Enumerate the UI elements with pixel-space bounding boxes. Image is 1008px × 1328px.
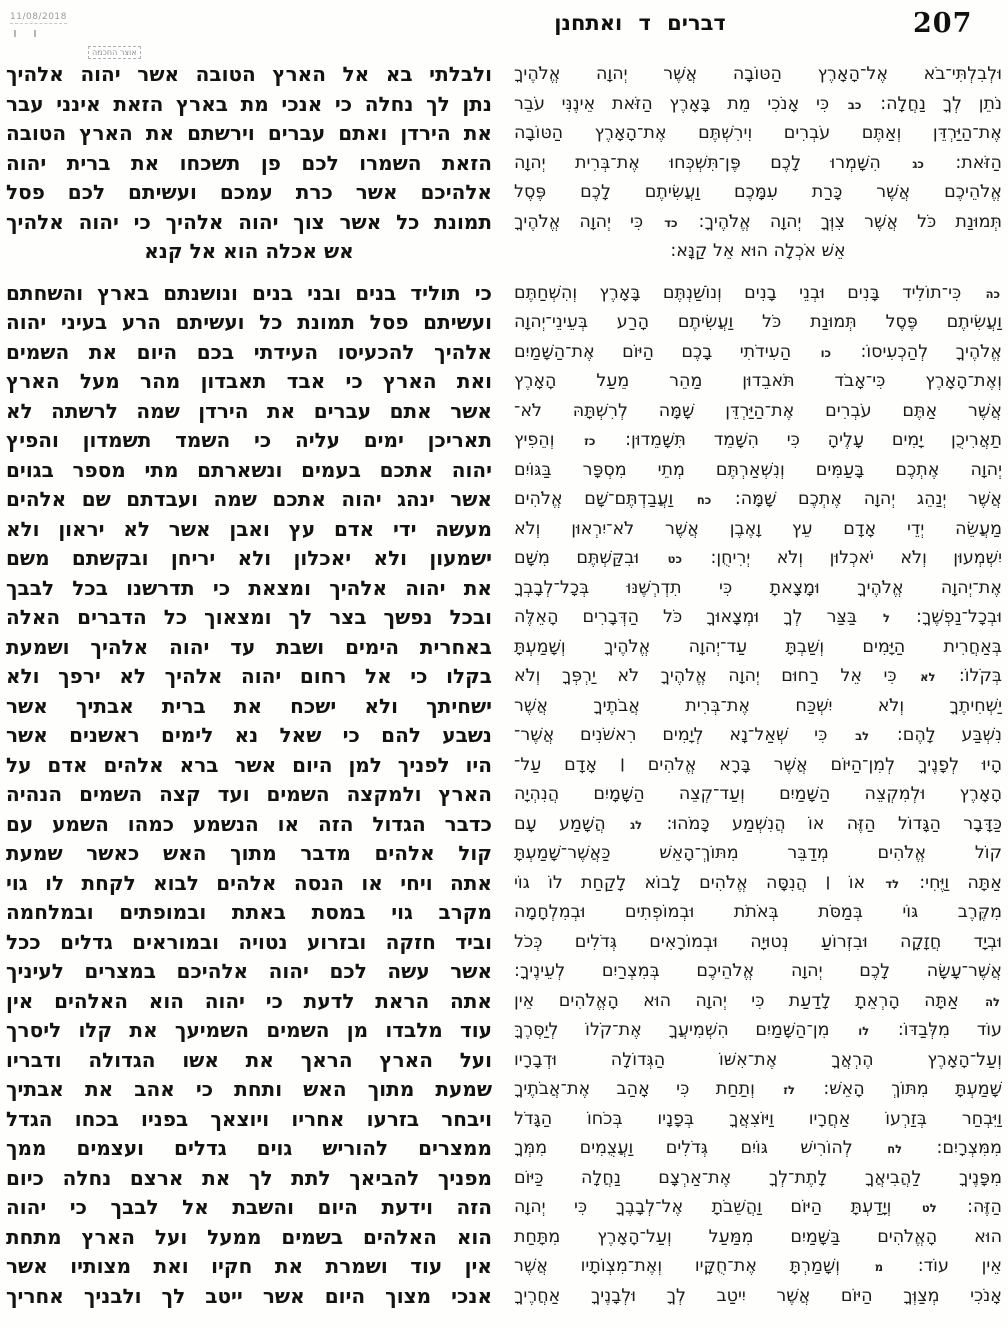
text-line: הַזֶּה: לט וְיָדַעְתָּ הַיּוֹם וַהֲשֵׁבֹתָ אֶל־לְבָבֶךָ כִּי יְהוָה xyxy=(514,1197,1002,1217)
text-line: שָׁמַעְתָּ מִתּוֹךְ הָאֵשׁ: לז וְתַחַת כִּי אָהַב אֶת־אֲבֹתֶיךָ xyxy=(514,1079,1002,1099)
text-line: באחרית הימים ושבת עד יהוה אלהיך ושמעת xyxy=(6,634,492,659)
text-line: יִשְׁמְעוּן וְלֹא יֹאכְלוּן וְלֹא יְרִיחֻן: כט וּבִקַּשְׁתֶּם מִשָּׁם xyxy=(514,548,1002,568)
stamp-mark xyxy=(34,30,36,37)
text-line: נֹתֵן לְךָ נַחֲלָה: כב כִּי אָנֹכִי מֵת בָּאָרֶץ הַזֹּאת אֵינֶנִּי עֹבֵר xyxy=(514,93,1002,114)
verse-number: לה xyxy=(985,994,1000,1009)
text-line: אשר ינהג יהוה אתכם שמה ועבדתם שם אלהים xyxy=(6,487,492,511)
text-line: אֵין עוֹד: מ וְשָׁמַרְתָּ אֶת־חֻקָּיו וְאֶת־מִצְוֹתָיו אֲשֶׁר xyxy=(514,1256,1002,1276)
text-line: מעשה ידי אדם עץ ואבן אשר לא יראון ולא xyxy=(6,516,492,541)
text-line: וּבְכָל־נַפְשֶׁךָ: ל בַּצַּר לְךָ וּמְצָאוּךָ כֹּל הַדְּבָרִים הָאֵלֶּה xyxy=(514,607,1002,627)
verse-number: לט xyxy=(921,1201,937,1215)
verse-number: לח xyxy=(887,1142,903,1156)
text-line: אֲשֶׁר אַתֶּם עֹבְרִים אֶת־הַיַּרְדֵּן שָׁמָּה לְרִשְׁתָּהּ לֹא־ xyxy=(514,400,1002,421)
verse-number: כה xyxy=(985,286,1000,301)
text-line: מפניך להביאך לתת לך את ארצם נחלה כיום xyxy=(6,1165,492,1190)
verse-number: כט xyxy=(667,552,682,566)
watermark-library-label: אוצר החכמה xyxy=(88,46,141,59)
text-line: נתן לך נחלה כי אנכי מת בארץ הזאת אינני עבר xyxy=(6,91,492,116)
text-line: כַּדָּבָר הַגָּדוֹל הַזֶּה אוֹ הֲנִשְׁמַע כָּמֹהוּ: לג הֲשָׁמַע עָם xyxy=(514,813,1002,834)
text-line: יַשְׁחִיתֶךָ וְלֹא יִשְׁכַּח אֶת־בְּרִית אֲבֹתֶיךָ אֲשֶׁר xyxy=(514,695,1002,716)
text-line: הוא האלהים בשמים ממעל ועל הארץ מתחת xyxy=(6,1224,492,1249)
page-title: דברים ד ואתחנן xyxy=(554,11,726,35)
text-line: הָאָרֶץ וּלְמִקְצֵה הַשָּׁמַיִם וְעַד־קְצֵה הַשָּׁמָיִם הֲנִהְיָה xyxy=(514,784,1002,804)
text-line: ישחיתך ולא ישכח את ברית אבתיך אשר xyxy=(6,693,492,718)
verse-number: ל xyxy=(882,611,890,625)
text-line: אֱלֹהֶיךָ לְהַכְעִיסוֹ: כו הַעִידֹתִי בָכֶם הַיּוֹם אֶת־הַשָּׁמַיִם xyxy=(514,341,1002,362)
text-line: אֵשׁ אֹכְלָה הוּא אֵל קַנָּא: xyxy=(670,241,846,261)
text-line: אֲשֶׁר־עָשָׂה לָכֶם יְהוָה אֱלֹהֵיכֶם בְּמִצְרַיִם לְעֵינֶיךָ: xyxy=(514,961,1002,981)
watermark-date-stamp: 11/08/2018 xyxy=(10,12,67,22)
verse-number: לג xyxy=(630,817,643,832)
text-line: עוֹד מִלְּבַדּוֹ: לו מִן־הַשָּׁמַיִם הִשְׁמִיעֲךָ אֶת־קֹלוֹ לְיַסְּרֶךָּ xyxy=(514,1020,1002,1040)
text-line: וַעֲשִׂיתֶם פֶּסֶל תְּמוּנַת כֹּל וַעֲשִׂיתֶם הָרַע בְּעֵינֵי־יְהוָה xyxy=(514,312,1002,332)
scroll-text-column xyxy=(6,60,492,1311)
verse-number: כג xyxy=(912,156,924,171)
text-line: כי תוליד בנים ובני בנים ונושנתם בארץ והשחתם xyxy=(6,280,492,305)
text-line: הָיוּ לְפָנֶיךָ לְמִן־הַיּוֹם אֲשֶׁר בָּרָא אֱלֹהִים ׀ אָדָם עַל־ xyxy=(514,754,1002,775)
stamp-mark xyxy=(14,30,16,37)
verse-number: כב xyxy=(847,97,862,112)
text-line: הזאת השמרו לכם פן תשכחו את ברית יהוה xyxy=(6,150,492,175)
text-line: ויבחר בזרעו אחריו ויוצאך בפניו בכחו הגדל xyxy=(6,1106,492,1131)
text-line: נשבע להם כי שאל נא לימים ראשנים אשר xyxy=(6,723,492,747)
verse-number: לב xyxy=(855,729,870,743)
text-line: כה כִּי־תוֹלִיד בָּנִים וּבְנֵי בָנִים וְנוֹשַׁנְתֶּם בָּאָרֶץ וְהִשְׁחַתֶּם xyxy=(514,282,1000,303)
text-line: תְּמוּנַת כֹּל אֲשֶׁר צִוְּךָ יְהוָה אֱלֹהֶיךָ: כד כִּי יְהוָה אֱלֹהֶיךָ xyxy=(514,211,1002,232)
text-line: לה אַתָּה הָרְאֵתָ לָדַעַת כִּי יְהוָה הוּא הָאֱלֹהִים אֵין xyxy=(514,990,1000,1011)
text-line: וְאֶת־הָאָרֶץ כִּי־אָבֹד תֹּאבֵדוּן מַהֵר מֵעַל הָאָרֶץ xyxy=(514,371,1002,391)
text-line: אתה הראת לדעת כי יהוה הוא האלהים אין xyxy=(6,988,492,1013)
text-line: את יהוה אלהיך ומצאת כי תדרשנו בכל לבבך xyxy=(6,575,492,600)
text-line: אין עוד ושמרת את חקיו ואת מצותיו אשר xyxy=(6,1254,492,1278)
text-line: אלהיך להכעיסו העידתי בכם היום את השמים xyxy=(6,339,492,364)
text-line: אנכי מצוך היום אשר ייטב לך ולבניך אחריך xyxy=(6,1283,492,1308)
page-number: 207 xyxy=(913,8,973,39)
text-line: בְּקֹלוֹ: לא כִּי אֵל רַחוּם יְהוָה אֱלֹהֶיךָ לֹא יַרְפְּךָ וְלֹא xyxy=(514,666,1002,686)
verse-number: לד xyxy=(885,876,900,891)
text-line: אתה ויחי או הנסה אלהים לבוא לקחת לו גוי xyxy=(6,870,492,895)
verse-number: כח xyxy=(696,493,712,507)
text-line: יְהוָה אֶתְכֶם בָּעַמִּים וְנִשְׁאַרְתֶּם מְתֵי מִסְפָּר בַּגּוֹיִם xyxy=(514,459,1002,480)
text-line: את הירדן ואתם עברים וירשתם את הארץ הטובה xyxy=(6,121,492,145)
text-line: אש אכלה הוא אל קנא xyxy=(144,239,354,263)
text-line: אֶת־הַיַּרְדֵּן וְאַתֶּם עֹבְרִים וִירִשְׁתֶּם אֶת־הָאָרֶץ הַטּוֹבָה xyxy=(514,123,1002,143)
text-line: ולבלתי בא אל הארץ הטובה אשר יהוה אלהיך xyxy=(6,62,492,86)
text-line: מִקֶּרֶב גּוֹי בְּמַסֹּת בְּאֹתֹת וּבְמוֹפְתִים וּבְמִלְחָמָה xyxy=(514,902,1002,922)
text-line: הזה וידעת היום והשבת אל לבבך כי יהוה xyxy=(6,1195,492,1219)
text-line: יהוה אתכם בעמים ונשארתם מתי מספר בגוים xyxy=(6,457,492,482)
text-line: אשר אתם עברים את הירדן שמה לרשתה לא xyxy=(6,398,492,423)
text-line: כדבר הגדול הזה או הנשמע כמהו השמע עם xyxy=(6,811,492,836)
text-line: ועל הארץ הראך את אשו הגדולה ודבריו xyxy=(6,1047,492,1072)
text-line: היו לפניך למן היום אשר ברא אלהים אדם על xyxy=(6,752,492,777)
text-line: מִפָּנֶיךָ לַהֲבִיאֲךָ לָתֶת־לְךָ אֶת־אַרְצָם נַחֲלָה כַּיּוֹם xyxy=(514,1167,1002,1188)
text-line: אֱלֹהֵיכֶם אֲשֶׁר כָּרַת עִמָּכֶם וַעֲשִׂיתֶם לָכֶם פֶּסֶל xyxy=(514,182,1002,202)
verse-number: כו xyxy=(820,345,832,360)
text-line: תמונת כל אשר צוך יהוה אלהיך כי יהוה אלהיך xyxy=(6,209,492,234)
verse-number: כד xyxy=(664,215,678,230)
verse-number: מ xyxy=(874,1260,884,1274)
text-line: קול אלהים מדבר מתוך האש כאשר שמעת xyxy=(6,841,492,865)
text-line: הארץ ולמקצה השמים ועד קצה השמים הנהיה xyxy=(6,782,492,806)
text-line: ישמעון ולא יאכלון ולא יריחן ובקשתם משם xyxy=(6,546,492,570)
text-line: אָנֹכִי מְצַוְּךָ הַיּוֹם אֲשֶׁר יִיטַב לְךָ וּלְבָנֶיךָ אַחֲרֶיךָ xyxy=(514,1285,1002,1306)
text-line: אלהיכם אשר כרת עמכם ועשיתם לכם פסל xyxy=(6,180,492,204)
text-line: אַתָּה וַיֶּחִי: לד אוֹ ׀ הֲנִסָּה אֱלֹהִים לָבוֹא לָקַחַת לוֹ גוֹי xyxy=(514,872,1002,893)
text-line: וּבְיָד חֲזָקָה וּבִזְרוֹעַ נְטוּיָה וּבְמוֹרָאִים גְּדֹלִים כְּכֹל xyxy=(514,931,1002,952)
text-line: ממצרים להוריש גוים גדלים ועצמים ממך xyxy=(6,1136,492,1160)
text-line: וְעַל־הָאָרֶץ הֶרְאֲךָ אֶת־אִשּׁוֹ הַגְּדוֹלָה וּדְבָרָיו xyxy=(514,1049,1002,1070)
verse-number: לו xyxy=(858,1024,870,1038)
text-line: הוּא הָאֱלֹהִים בַּשָּׁמַיִם מִמַּעַל וְעַל־הָאָרֶץ מִתָּחַת xyxy=(514,1226,1002,1247)
text-line: מקרב גוי במסת באתת ובמופתים ובמלחמה xyxy=(6,900,492,924)
text-line: מַעֲשֵׂה יְדֵי אָדָם עֵץ וָאֶבֶן אֲשֶׁר לֹא־יִרְאוּן וְלֹא xyxy=(514,518,1002,539)
text-line: עוד מלבדו מן השמים השמיעך את קלו ליסרך xyxy=(6,1018,492,1042)
verse-number: לז xyxy=(783,1083,795,1097)
vocalized-text-column xyxy=(514,60,1002,1311)
verse-number: כז xyxy=(584,434,596,448)
text-line: בְּאַחֲרִית הַיָּמִים וְשַׁבְתָּ עַד־יְהוָה אֱלֹהֶיךָ וְשָׁמַעְתָּ xyxy=(514,636,1002,657)
text-line: שמעת מתוך האש ותחת כי אהב את אבתיך xyxy=(6,1077,492,1101)
verse-number: לא xyxy=(920,670,936,684)
text-line: נִשְׁבַּע לָהֶם: לב כִּי שְׁאַל־נָא לְיָמִים רִאשֹׁנִים אֲשֶׁר־ xyxy=(514,725,1002,745)
text-line: ואת הארץ כי אבד תאבדון מהר מעל הארץ xyxy=(6,369,492,393)
text-line: אשר עשה לכם יהוה אלהיכם במצרים לעיניך xyxy=(6,959,492,983)
text-line: וּלְבִלְתִּי־בֹא אֶל־הָאָרֶץ הַטּוֹבָה אֲשֶׁר יְהוָה אֱלֹהֶיךָ xyxy=(514,64,1002,84)
text-line: תַאֲרִיכֻן יָמִים עָלֶיהָ כִּי הִשָּׁמֵד תִּשָּׁמֵדוּן: כז וְהֵפִיץ xyxy=(514,430,1002,450)
text-line: וַיִּבְחַר בְּזַרְעוֹ אַחֲרָיו וַיּוֹצִאֲךָ בְּפָנָיו בְּכֹחוֹ הַגָּדֹל xyxy=(514,1108,1002,1129)
text-line: מִמִּצְרָיִם: לח לְהוֹרִישׁ גּוֹיִם גְּדֹלִים וַעֲצֻמִים מִמְּךָ xyxy=(514,1138,1002,1158)
text-line: קוֹל אֱלֹהִים מְדַבֵּר מִתּוֹךְ־הָאֵשׁ כַּאֲשֶׁר־שָׁמַעְתָּ xyxy=(514,843,1002,863)
text-line: וביד חזקה ובזרוע נטויה ובמוראים גדלים ככל xyxy=(6,929,492,954)
text-line: תאריכן ימים עליה כי השמד תשמדון והפיץ xyxy=(6,428,492,452)
text-line: אֲשֶׁר יְנַהֵג יְהוָה אֶתְכֶם שָׁמָּה: כח וַעֲבַדְתֶּם־שָׁם אֱלֹהִים xyxy=(514,489,1002,509)
text-line: ועשיתם פסל תמונת כל ועשיתם הרע בעיני יהוה xyxy=(6,310,492,334)
text-line: ובכל נפשך בצר לך ומצאוך כל הדברים האלה xyxy=(6,605,492,629)
text-line: הַזֹּאת: כג הִשָּׁמְרוּ לָכֶם פֶּן־תִּשְׁכְּחוּ אֶת־בְּרִית יְהוָה xyxy=(514,152,1002,173)
text-line: בקלו כי אל רחום יהוה אלהיך לא ירפך ולא xyxy=(6,664,492,688)
text-line: אֶת־יְהוָה אֱלֹהֶיךָ וּמָצָאתָ כִּי תִדְרְשֶׁנּוּ בְּכָל־לְבָבְךָ xyxy=(514,577,1002,598)
